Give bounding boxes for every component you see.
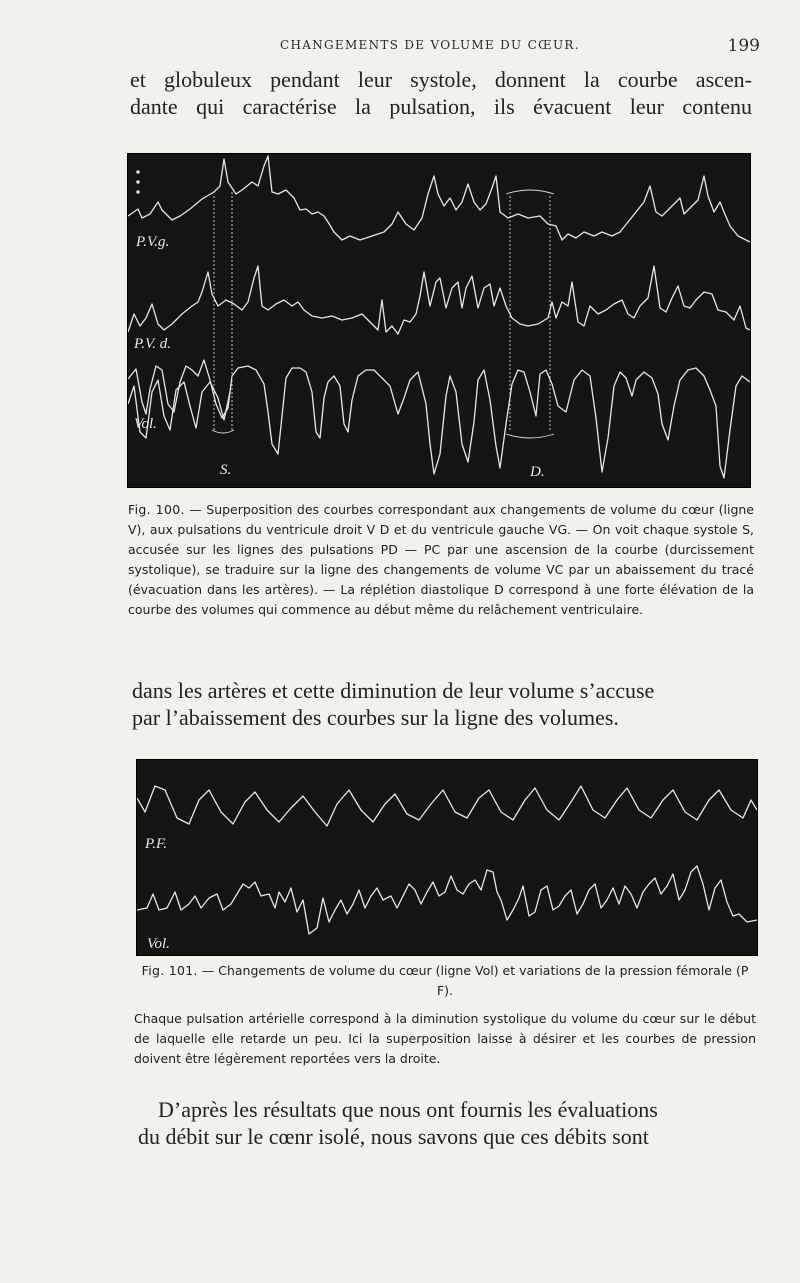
- label-vol: Vol.: [147, 936, 170, 952]
- text-line: dans les artères et cette diminution de leur volume s’accuse: [132, 678, 655, 703]
- text-line: et globuleux pendant leur systole, donnent la courbe ascen-: [130, 67, 752, 92]
- paragraph-bottom: [138, 1096, 762, 1150]
- text-line: D’après les résultats que nous ont fournis les évaluations: [158, 1097, 658, 1122]
- text-line: dante qui caractérise la pulsation, ils évacuent leur contenu: [130, 94, 752, 119]
- trace-pvg: [128, 156, 750, 242]
- paragraph-top: [130, 66, 752, 120]
- trace-vol: [137, 866, 757, 934]
- reference-dot: [136, 180, 139, 183]
- label-pf: P.F.: [145, 836, 167, 852]
- marker-d-brace-bottom: [506, 434, 554, 438]
- marker-d-brace-top: [506, 190, 554, 194]
- trace-vol: [128, 360, 750, 478]
- text-line: du débit sur le cœnr isolé, nous savons que ces débits sont: [138, 1124, 649, 1149]
- reference-dot: [136, 190, 139, 193]
- running-head: CHANGEMENTS DE VOLUME DU CŒUR.: [280, 38, 580, 52]
- label-vol: Vol.: [134, 416, 157, 432]
- figure-100-tracing: [127, 153, 751, 488]
- caption-label: Fig. 101.: [141, 963, 198, 978]
- label-pvd: P.V. d.: [134, 336, 171, 352]
- caption-label: Fig. 100.: [128, 502, 185, 517]
- marker-s-brace: [212, 430, 234, 433]
- text-line: par l’abaissement des courbes sur la ligne des volumes.: [132, 705, 619, 730]
- caption-text: — Changements de volume du cœur (ligne Vol) et variations de la pression fémorale (P F).: [197, 963, 749, 998]
- caption-fig-101: [134, 961, 756, 1001]
- trace-pf: [137, 786, 757, 826]
- label-d: D.: [530, 464, 545, 480]
- caption-fig-100: [128, 500, 754, 620]
- reference-dot: [136, 170, 139, 173]
- page-number: 199: [727, 36, 760, 56]
- trace-pvd: [128, 266, 750, 334]
- label-pvg: P.V.g.: [136, 234, 170, 250]
- caption-text: Chaque pulsation artérielle correspond à la diminution systolique du volume du cœur sur le début de laquelle elle retarde un peu. Ici la superposition laisse à désirer et les courbes de pression doivent être légèrement reportées vers la droite.: [134, 1011, 756, 1066]
- page-header: [130, 36, 760, 60]
- paragraph-middle: [132, 677, 756, 731]
- label-s: S.: [220, 462, 232, 478]
- caption-fig-101-body: [134, 1009, 756, 1069]
- caption-text: — Superposition des courbes correspondant aux changements de volume du cœur (ligne V), aux pulsations du ventricule droit V D et du ventricule gauche VG. — On voit chaque systole S, accusée sur les lignes des pulsations PD — PC par une ascension de la courbe (durcissement systolique), se traduire sur la ligne des changements de volume VC par un abaissement du tracé (évacuation dans les artères). — La réplétion diastolique D correspond à une forte élévation de la courbe des volumes qui commence au début même du relâchement ventriculaire.: [128, 502, 754, 617]
- figure-101-tracing: [136, 759, 758, 956]
